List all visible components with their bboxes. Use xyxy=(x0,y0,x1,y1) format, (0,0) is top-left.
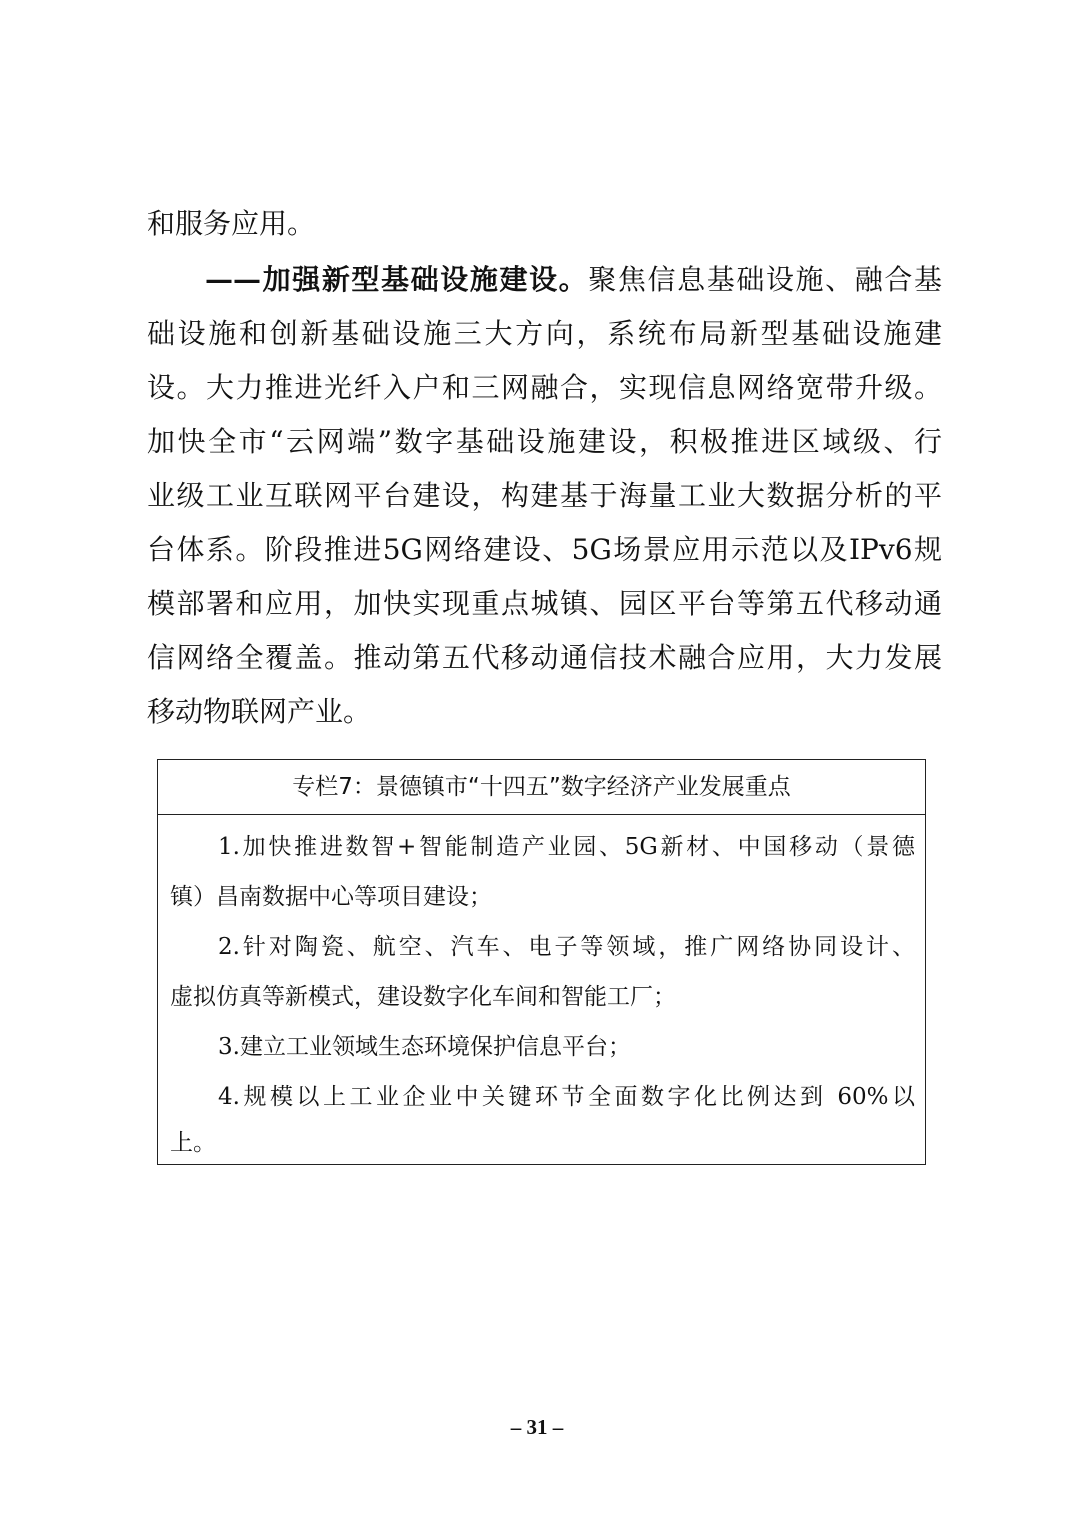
page-number: – 31 – xyxy=(510,1415,564,1439)
column-item-line: 4.规模以上工业企业中关键环节全面数字化比例达到 60%以 xyxy=(218,1084,915,1110)
column-item-line: 1.加快推进数智+智能制造产业园、5G新材、中国移动（景德 xyxy=(218,834,915,860)
column-item-line: 3.建立工业领域生态环境保护信息平台； xyxy=(218,1034,631,1060)
continuation-text: 和服务应用。 xyxy=(147,207,316,240)
paragraph-line: 业级工业互联网平台建设，构建基于海量工业大数据分析的平 xyxy=(147,479,942,512)
section-paragraph-first-line xyxy=(205,252,942,308)
paragraph-line: 加快全市“云网端”数字基础设施建设，积极推进区域级、行 xyxy=(147,425,942,458)
column-item-line: 镇）昌南数据中心等项目建设； xyxy=(170,884,492,910)
section-heading: ——加强新型基础设施建设。 xyxy=(205,263,589,296)
column-item-line: 虚拟仿真等新模式，建设数字化车间和智能工厂； xyxy=(170,984,676,1010)
column-item-line: 上。 xyxy=(170,1130,216,1156)
paragraph-line: 础设施和创新基础设施三大方向，系统布局新型基础设施建 xyxy=(147,317,942,350)
column-item-line: 2.针对陶瓷、航空、汽车、电子等领域，推广网络协同设计、 xyxy=(218,934,915,960)
paragraph-line: 移动物联网产业。 xyxy=(147,695,372,728)
column-title: 专栏7：景德镇市“十四五”数字经济产业发展重点 xyxy=(158,760,925,815)
paragraph-line: 模部署和应用，加快实现重点城镇、园区平台等第五代移动通 xyxy=(147,587,942,620)
paragraph-line: 台体系。阶段推进5G网络建设、5G场景应用示范以及IPv6规 xyxy=(147,533,942,566)
feature-column-box xyxy=(157,759,926,1165)
paragraph-line: 信网络全覆盖。推动第五代移动通信技术融合应用，大力发展 xyxy=(147,641,942,674)
paragraph-line: 设。大力推进光纤入户和三网融合，实现信息网络宽带升级。 xyxy=(147,371,942,404)
paragraph-line: 聚焦信息基础设施、融合基 xyxy=(588,263,942,296)
